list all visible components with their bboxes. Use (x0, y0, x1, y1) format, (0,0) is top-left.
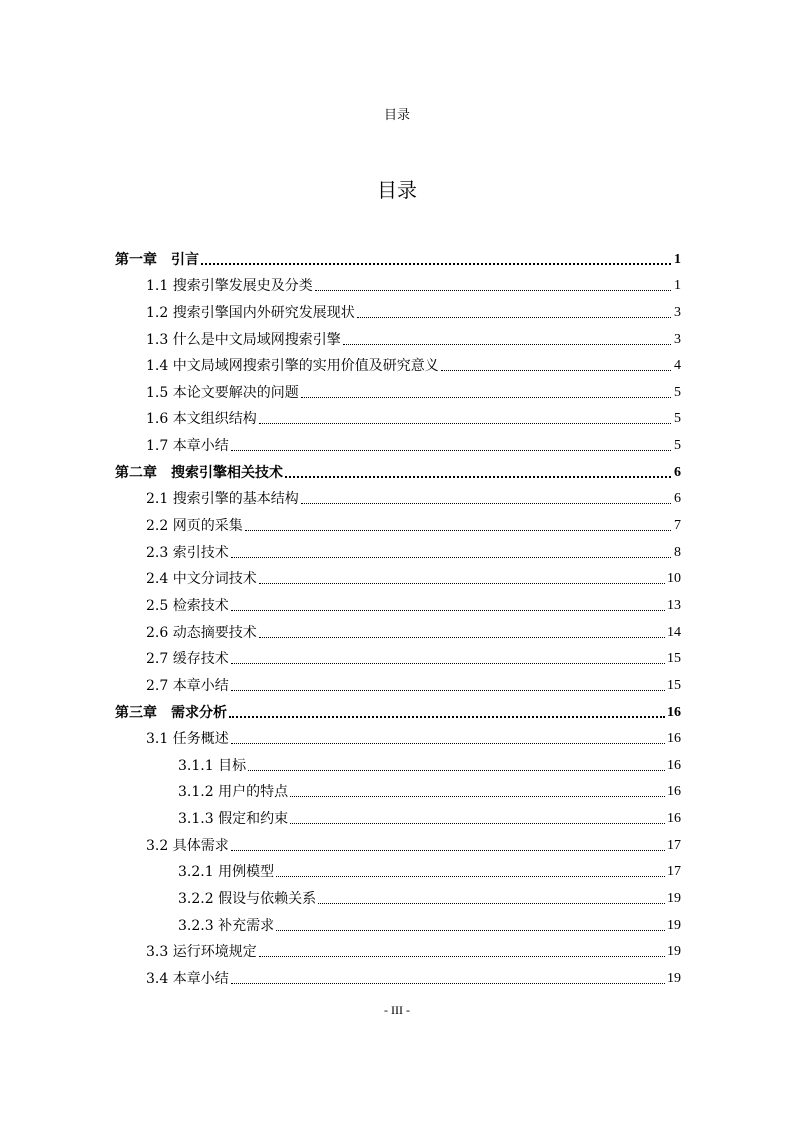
toc-entry[interactable] (115, 270, 681, 297)
toc-entry-label: 1.7 本章小结 (146, 438, 229, 455)
toc-entry-label: 3.2.2 假设与依赖关系 (178, 891, 317, 908)
toc-dot-leader (315, 289, 671, 291)
toc-entry-label: 2.7 缓存技术 (146, 651, 229, 668)
toc-entry-label: 2.7 本章小结 (146, 677, 229, 694)
toc-entry[interactable] (115, 536, 681, 563)
toc-entry-page: 1 (674, 251, 681, 267)
toc-dot-leader (290, 822, 665, 824)
toc-entry-label: 1.4 中文局域网搜索引擎的实用价值及研究意义 (146, 358, 439, 375)
toc-entry-page: 13 (667, 597, 681, 613)
toc-entry[interactable] (115, 563, 681, 590)
toc-entry-label: 3.4 本章小结 (146, 970, 229, 987)
toc-entry-label: 2.2 网页的采集 (146, 518, 243, 535)
toc-entry[interactable] (115, 509, 681, 536)
toc-entry[interactable] (115, 243, 681, 270)
toc-entry-label: 2.1 搜索引擎的基本结构 (146, 491, 299, 508)
toc-entry-page: 6 (674, 464, 681, 480)
toc-entry-label: 3.3 运行环境规定 (146, 944, 257, 961)
toc-dot-leader (301, 502, 671, 504)
toc-dot-leader (201, 262, 671, 265)
toc-dot-leader (259, 422, 671, 424)
toc-entry[interactable] (115, 643, 681, 670)
toc-entry[interactable] (115, 483, 681, 510)
toc-entry[interactable] (115, 723, 681, 750)
toc-entry-page: 16 (667, 704, 681, 720)
toc-entry[interactable] (115, 350, 681, 377)
toc-dot-leader (276, 929, 665, 931)
toc-dot-leader (229, 715, 665, 718)
toc-entry-label: 3.1.2 用户的特点 (178, 784, 289, 801)
toc-dot-leader (259, 582, 665, 584)
toc-entry[interactable] (115, 616, 681, 643)
toc-entry-page: 3 (674, 304, 681, 320)
toc-entry[interactable] (115, 376, 681, 403)
toc-dot-leader (285, 475, 671, 478)
toc-entry[interactable] (115, 776, 681, 803)
table-of-contents (115, 243, 681, 989)
toc-entry-label: 第三章 需求分析 (115, 704, 227, 721)
toc-entry-page: 4 (674, 358, 681, 374)
toc-entry-page: 10 (667, 571, 681, 587)
toc-dot-leader (231, 742, 665, 744)
toc-entry-page: 1 (674, 278, 681, 294)
toc-dot-leader (231, 982, 665, 984)
toc-dot-leader (259, 636, 665, 638)
toc-dot-leader (290, 795, 665, 797)
toc-entry-label: 1.6 本文组织结构 (146, 411, 257, 428)
toc-entry-page: 5 (674, 438, 681, 454)
toc-dot-leader (441, 369, 671, 371)
toc-entry-page: 5 (674, 411, 681, 427)
toc-entry[interactable] (115, 909, 681, 936)
toc-dot-leader (245, 529, 671, 531)
toc-dot-leader (231, 556, 671, 558)
toc-entry[interactable] (115, 429, 681, 456)
toc-dot-leader (231, 689, 665, 691)
toc-dot-leader (357, 316, 671, 318)
toc-entry-page: 19 (667, 891, 681, 907)
toc-entry-label: 3.2.3 补充需求 (178, 917, 275, 934)
toc-entry-label: 3.2.1 用例模型 (178, 864, 275, 881)
toc-entry-page: 7 (674, 518, 681, 534)
toc-entry-page: 14 (667, 624, 681, 640)
toc-entry[interactable] (115, 882, 681, 909)
toc-entry[interactable] (115, 669, 681, 696)
toc-entry-page: 16 (667, 731, 681, 747)
toc-entry-page: 19 (667, 917, 681, 933)
toc-entry[interactable] (115, 403, 681, 430)
toc-entry-label: 2.6 动态摘要技术 (146, 624, 257, 641)
toc-dot-leader (343, 343, 671, 345)
page-number-footer: - III - (384, 1003, 410, 1017)
toc-entry[interactable] (115, 589, 681, 616)
toc-entry-label: 2.4 中文分词技术 (146, 571, 257, 588)
toc-entry[interactable] (115, 936, 681, 963)
toc-entry-label: 3.1 任务概述 (146, 731, 229, 748)
toc-entry[interactable] (115, 962, 681, 989)
toc-entry-label: 第二章 搜索引擎相关技术 (115, 464, 283, 481)
toc-dot-leader (231, 662, 665, 664)
toc-entry[interactable] (115, 749, 681, 776)
toc-entry-page: 16 (667, 757, 681, 773)
toc-entry[interactable] (115, 456, 681, 483)
toc-dot-leader (301, 396, 671, 398)
toc-dot-leader (276, 875, 665, 877)
toc-dot-leader (318, 902, 665, 904)
toc-entry-label: 3.1.3 假定和约束 (178, 811, 289, 828)
toc-entry-label: 2.3 索引技术 (146, 544, 229, 561)
toc-entry-page: 19 (667, 970, 681, 986)
toc-entry-page: 16 (667, 784, 681, 800)
toc-entry[interactable] (115, 696, 681, 723)
toc-entry[interactable] (115, 802, 681, 829)
toc-entry-label: 1.1 搜索引擎发展史及分类 (146, 278, 313, 295)
toc-entry-page: 17 (667, 837, 681, 853)
toc-entry-label: 3.2 具体需求 (146, 837, 229, 854)
toc-dot-leader (231, 849, 665, 851)
toc-entry-page: 15 (667, 651, 681, 667)
toc-entry-label: 3.1.1 目标 (178, 757, 247, 774)
toc-dot-leader (231, 449, 671, 451)
running-header: 目录 (383, 108, 410, 123)
toc-entry-label: 1.3 什么是中文局域网搜索引擎 (146, 331, 341, 348)
toc-entry[interactable] (115, 296, 681, 323)
toc-dot-leader (231, 609, 665, 611)
toc-entry-label: 1.5 本论文要解决的问题 (146, 384, 299, 401)
toc-entry-page: 5 (674, 384, 681, 400)
toc-entry-label: 2.5 检索技术 (146, 597, 229, 614)
toc-entry[interactable] (115, 829, 681, 856)
toc-entry-label: 第一章 引言 (115, 251, 199, 268)
toc-entry-page: 8 (674, 544, 681, 560)
toc-entry-page: 19 (667, 944, 681, 960)
toc-entry-label: 1.2 搜索引擎国内外研究发展现状 (146, 304, 355, 321)
toc-entry-page: 6 (674, 491, 681, 507)
toc-dot-leader (259, 955, 665, 957)
toc-entry[interactable] (115, 856, 681, 883)
toc-entry-page: 15 (667, 677, 681, 693)
toc-entry-page: 17 (667, 864, 681, 880)
toc-entry-page: 3 (674, 331, 681, 347)
toc-entry[interactable] (115, 323, 681, 350)
toc-entry-page: 16 (667, 811, 681, 827)
page-title: 目录 (377, 178, 417, 202)
toc-dot-leader (248, 769, 665, 771)
